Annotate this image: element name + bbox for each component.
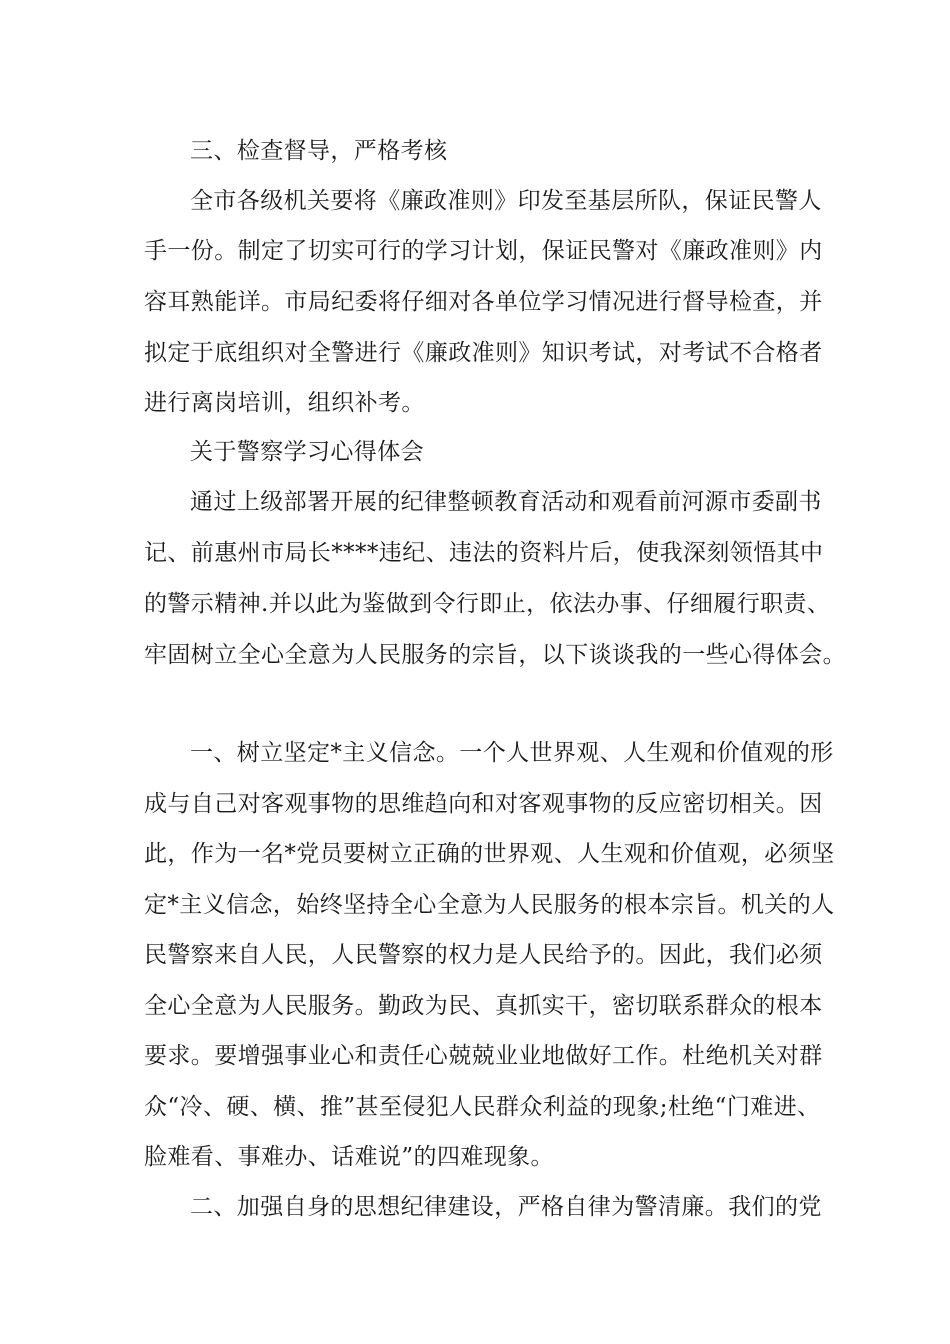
paragraph-line: 拟定于底组织对全警进行《廉政准则》知识考试，对考试不合格者 [144,340,823,366]
paragraph-line: 此，作为一名*党员要树立正确的世界观、人生观和价值观，必须坚 [144,841,835,867]
paragraph-line: 脸难看、事难办、话难说”的四难现象。 [144,1144,554,1170]
paragraph-line: 容耳熟能详。市局纪委将仔细对各单位学习情况进行督导检查，并 [144,289,823,315]
paragraph-line: 进行离岗培训，组织补考。 [144,390,425,416]
article-title: 关于警察学习心得体会 [190,439,424,465]
paragraph-line: 成与自己对客观事物的思维趋向和对客观事物的反应密切相关。因 [144,791,823,817]
paragraph-line: 手一份。制定了切实可行的学习计划，保证民警对《廉政准则》内 [144,238,823,264]
paragraph-line: 要求。要增强事业心和责任心兢兢业业地做好工作。杜绝机关对群 [144,1043,823,1069]
paragraph-line: 民警察来自人民，人民警察的权力是人民给予的。因此，我们必须 [144,942,823,968]
paragraph-line: 众“冷、硬、横、推”甚至侵犯人民群众利益的现象;杜绝“门难进、 [144,1094,821,1120]
paragraph-line: 二、加强自身的思想纪律建设，严格自律为警清廉。我们的党 [190,1194,822,1220]
paragraph-line: 通过上级部署开展的纪律整顿教育活动和观看前河源市委副书 [190,489,822,515]
paragraph-line: 定*主义信念，始终坚持全心全意为人民服务的根本宗旨。机关的人 [144,892,835,918]
paragraph-line: 记、前惠州市局长****违纪、违法的资料片后，使我深刻领悟其中 [144,540,824,566]
paragraph-line: 牢固树立全心全意为人民服务的宗旨，以下谈谈我的一些心得体会。 [144,642,846,668]
paragraph-line: 全市各级机关要将《廉政准则》印发至基层所队，保证民警人 [190,188,822,214]
paragraph-line: 全心全意为人民服务。勤政为民、真抓实干，密切联系群众的根本 [144,993,823,1019]
paragraph-line: 一、树立坚定*主义信念。一个人世界观、人生观和价值观的形 [190,740,834,766]
section-heading-3: 三、检查督导，严格考核 [190,138,448,164]
paragraph-line: 的警示精神.并以此为鉴做到令行即止，依法办事、仔细履行职责、 [144,591,831,617]
